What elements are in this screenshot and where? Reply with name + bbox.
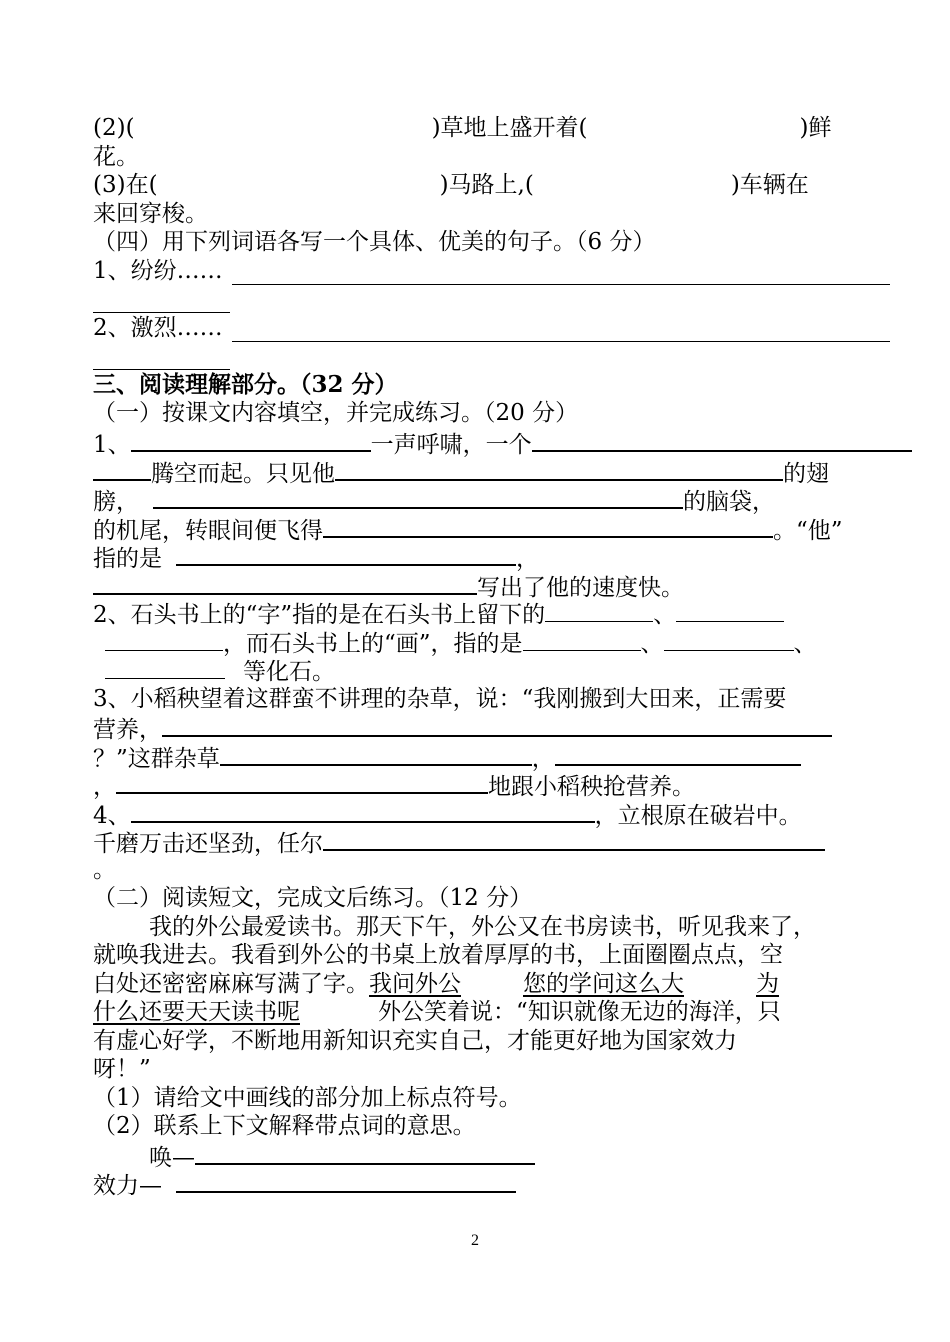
section-3-2-heading: （二）阅读短文，完成文后练习。（12 分） bbox=[93, 885, 533, 911]
word-explain-1: 唤— bbox=[93, 1141, 535, 1169]
q2-line-1: 2、石头书上的“字”指的是在石头书上留下的 、 bbox=[93, 599, 784, 627]
q4-line-3: 。 bbox=[93, 857, 116, 883]
fill-blank[interactable] bbox=[105, 628, 223, 651]
q2-line-2: ，而石头书上的“画”，指的是 、 、 bbox=[93, 628, 817, 656]
fill-blank[interactable] bbox=[153, 485, 683, 509]
fill-blank[interactable] bbox=[335, 457, 783, 481]
passage-line-2: 就唤我进去。我看到外公的书桌上放着厚厚的书，上面圈圈点点，空 bbox=[93, 942, 783, 968]
q1-line-1: 1、 一声呼啸，一个 bbox=[93, 428, 912, 456]
fill-blank[interactable] bbox=[162, 713, 832, 737]
q1-line-2: 腾空而起。只见他 的翅 bbox=[93, 457, 829, 485]
q3-line-2: 营养， bbox=[93, 713, 832, 741]
answer-line[interactable] bbox=[232, 284, 890, 285]
q3-2-line-cont: 花。 bbox=[93, 144, 139, 170]
sentence-item-1: 1、纷纷…… bbox=[93, 258, 223, 284]
word-explain-2: 效力— bbox=[93, 1169, 516, 1197]
fill-blank[interactable] bbox=[116, 770, 488, 794]
section-3-1-heading: （一）按课文内容填空，并完成练习。（20 分） bbox=[93, 400, 579, 426]
task-1: （1）请给文中画线的部分加上标点符号。 bbox=[93, 1085, 522, 1111]
answer-line[interactable] bbox=[232, 341, 890, 342]
answer-line[interactable] bbox=[93, 369, 230, 370]
fill-blank[interactable] bbox=[664, 628, 794, 651]
q3-3-line: (3)在( )马路上,( )车辆在 bbox=[93, 172, 809, 198]
q4-line-2: 千磨万击还坚劲，任尔 bbox=[93, 827, 825, 855]
answer-line[interactable] bbox=[93, 312, 230, 313]
fill-blank[interactable] bbox=[220, 742, 532, 766]
fill-blank[interactable] bbox=[555, 742, 801, 766]
passage-line-6: 呀！” bbox=[93, 1056, 151, 1082]
sentence-item-2: 2、激烈…… bbox=[93, 315, 223, 341]
fill-blank[interactable] bbox=[131, 799, 595, 823]
fill-blank[interactable] bbox=[523, 628, 641, 651]
fill-blank[interactable] bbox=[195, 1141, 535, 1165]
q3-line-1: 3、小稻秧望着这群蛮不讲理的杂草，说：“我刚搬到大田来，正需要 bbox=[93, 686, 787, 712]
q3-line-4: ， 地跟小稻秧抢营养。 bbox=[93, 770, 695, 798]
fill-blank[interactable] bbox=[323, 514, 773, 538]
fill-blank[interactable] bbox=[532, 428, 912, 452]
q1-line-5: 指的是 ， bbox=[93, 542, 539, 570]
passage-line-4: 什么还要天天读书呢 外公笑着说：“知识就像无边的海洋，只 bbox=[93, 999, 781, 1025]
q2-line-3: 等化石。 bbox=[93, 656, 335, 684]
q4-line-1: 4、 ，立根原在破岩中。 bbox=[93, 799, 802, 827]
q1-line-6: 写出了他的速度快。 bbox=[93, 571, 684, 599]
q3-2-line: (2)( )草地上盛开着( )鲜 bbox=[93, 115, 832, 141]
q1-line-3: 膀， 的脑袋， bbox=[93, 485, 775, 513]
fill-blank[interactable] bbox=[93, 571, 477, 595]
q3-3-line-cont: 来回穿梭。 bbox=[93, 201, 208, 227]
section-2-4-heading: （四）用下列词语各写一个具体、优美的句子。（6 分） bbox=[93, 229, 656, 255]
fill-blank[interactable] bbox=[323, 827, 825, 851]
q1-line-4: 的机尾，转眼间便飞得 。“他” bbox=[93, 514, 843, 542]
fill-blank[interactable] bbox=[131, 428, 371, 452]
passage-line-1: 我的外公最爱读书。那天下午，外公又在书房读书，听见我来了， bbox=[149, 914, 816, 940]
fill-blank[interactable] bbox=[105, 656, 225, 679]
fill-blank[interactable] bbox=[176, 542, 516, 566]
fill-blank[interactable] bbox=[676, 599, 784, 622]
q3-line-3: ？”这群杂草 ， bbox=[93, 742, 801, 770]
passage-line-3: 白处还密密麻麻写满了字。我问外公 您的学问这么大 为 bbox=[93, 971, 779, 997]
fill-blank[interactable] bbox=[93, 457, 151, 481]
underlined-sentence: 我问外公 您的学问这么大 为 bbox=[369, 971, 779, 997]
page-number: 2 bbox=[471, 1232, 479, 1249]
underlined-sentence: 什么还要天天读书呢 bbox=[93, 999, 300, 1025]
fill-blank[interactable] bbox=[176, 1169, 516, 1193]
section-3-heading: 三、阅读理解部分。（32 分） bbox=[93, 371, 398, 398]
passage-line-5: 有虚心好学，不断地用新知识充实自己，才能更好地为国家效力 bbox=[93, 1028, 737, 1054]
task-2: （2）联系上下文解释带点词的意思。 bbox=[93, 1113, 476, 1139]
fill-blank[interactable] bbox=[545, 599, 653, 622]
